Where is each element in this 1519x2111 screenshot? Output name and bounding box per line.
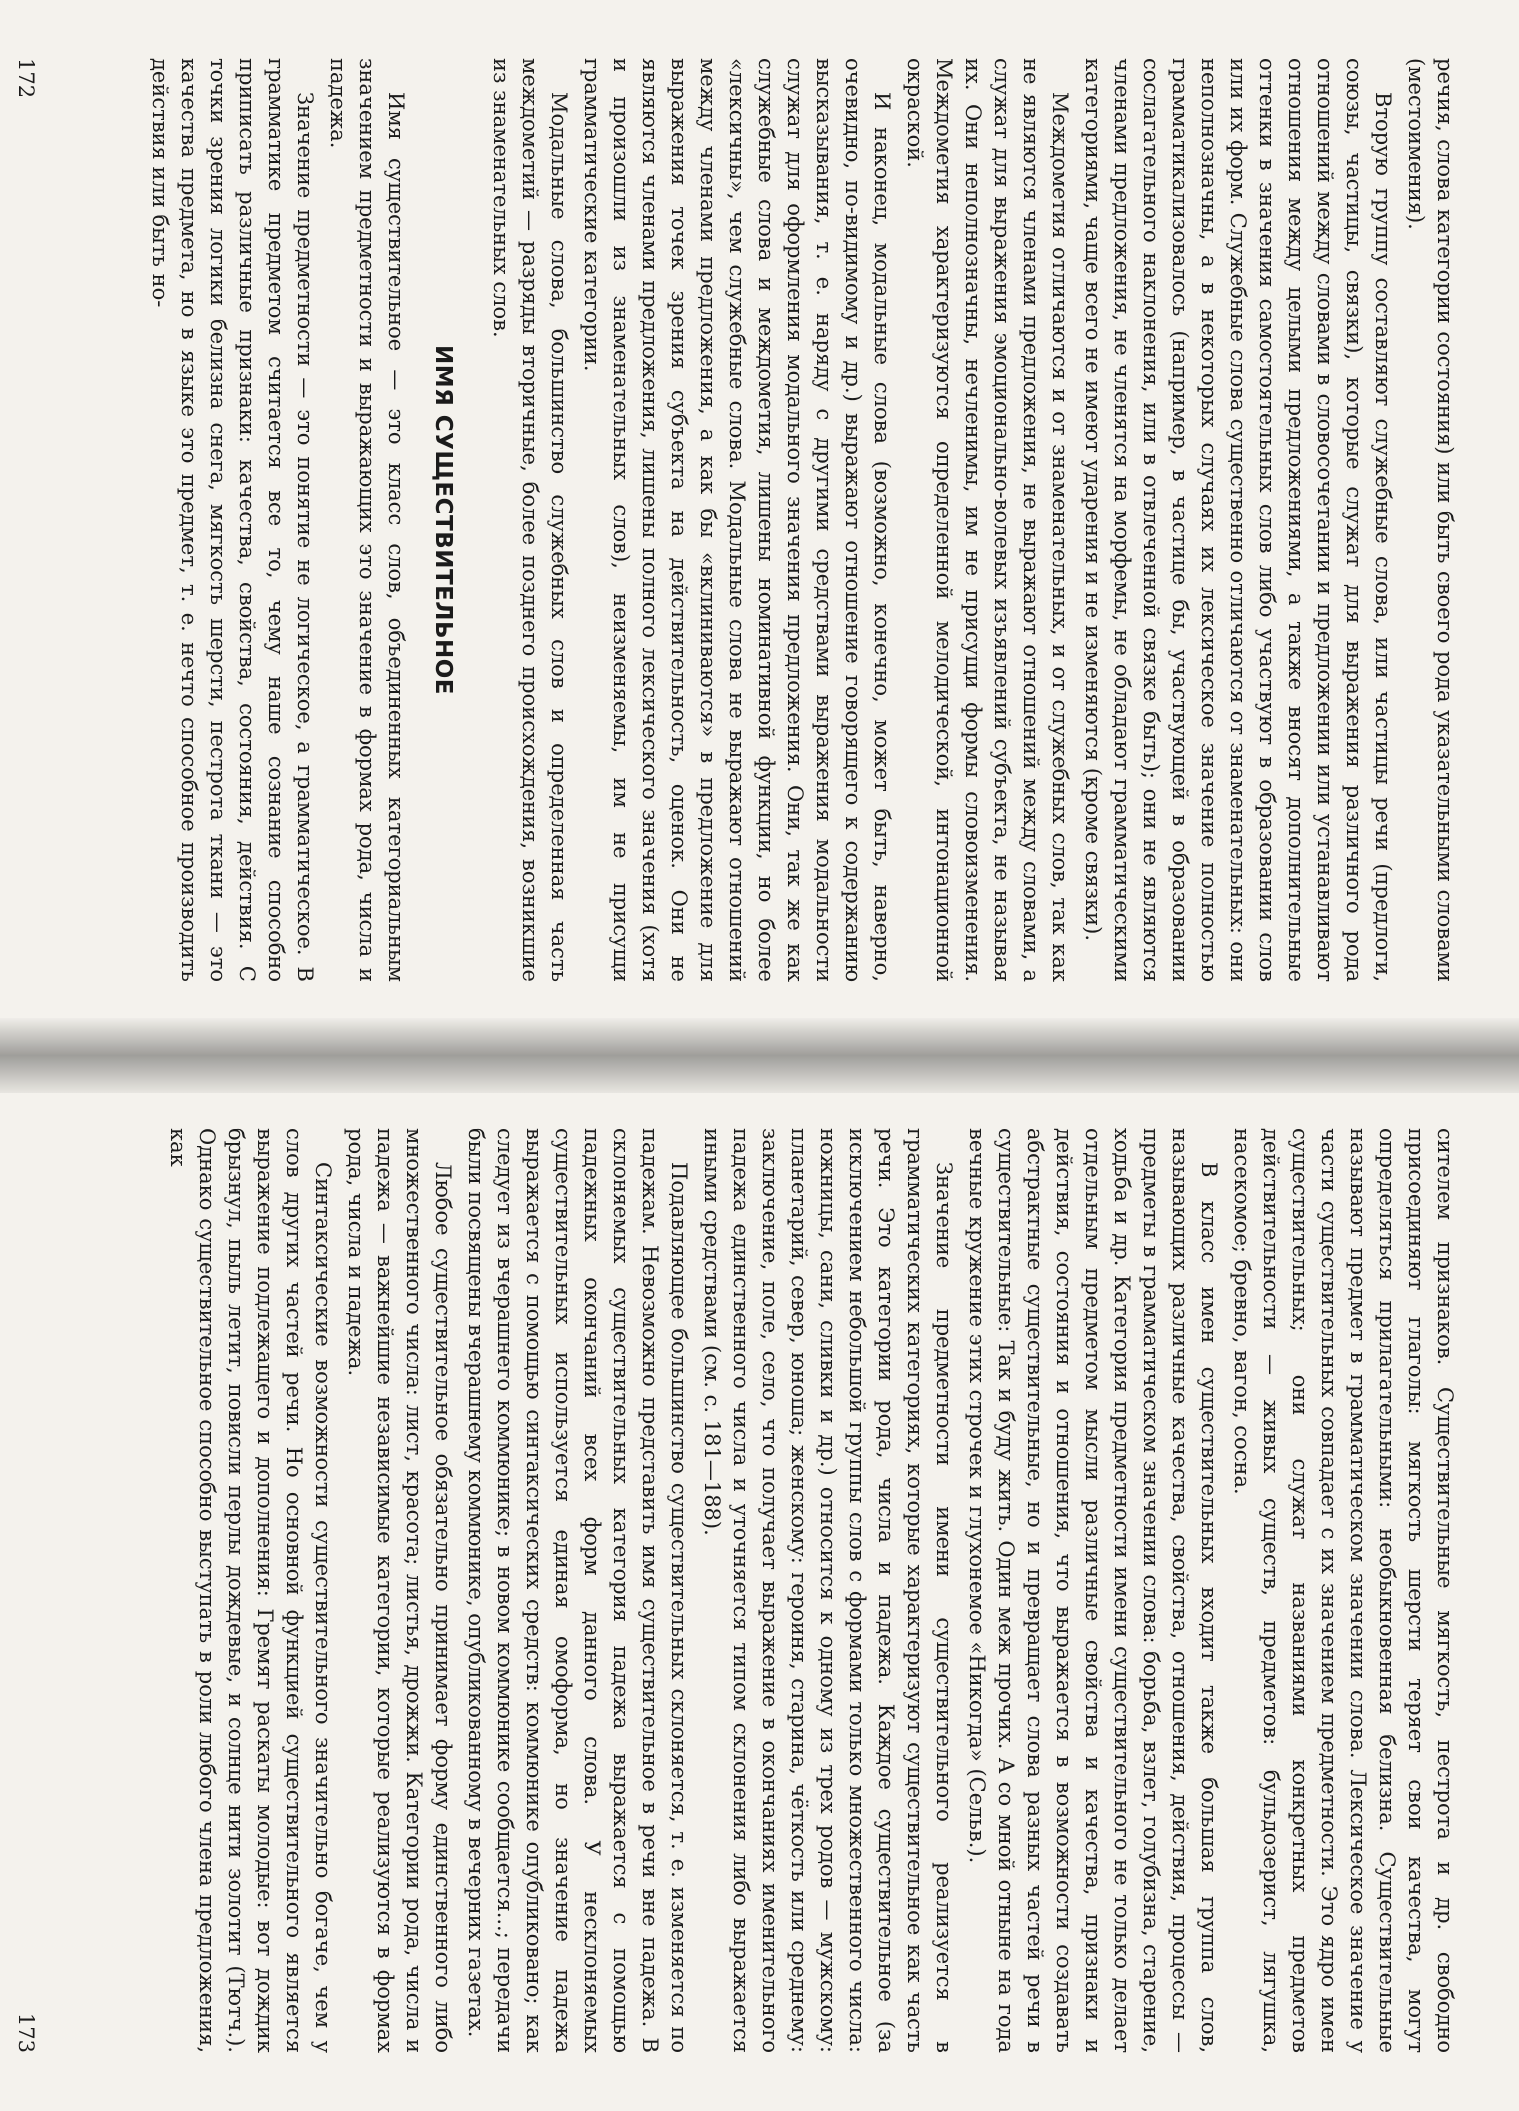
right-paragraph: Значение предметности имени существительного реализуется в грамматических категориях, которые характеризуют существительное как часть речи. Это категории рода, числа и падежа. Каждое существительное (за исключением небольшой группы слов с формами только множественного числа: ножницы, сани, сливки и др.) относится к одному из трех родов — мужскому: планетарий, север, юноша; женскому: героиня, старина, чёткость или среднему: заключение, поле, село, что получает выражение в окончаниях именительного падежа единственного числа и уточняется типом склонения либо выражается иными средствами (см. с. 181—188). [700,1128,956,2053]
right-paragraph: сителем признаков. Существительные мягкость, пестрота и др. свободно присоединяют глаголы: мягкость шерсти теряет свои качества, могут определяться прилагательными: необыкновенная белизна. Существительные называют предмет в грамматическом значении слова. Лексическое значение у части существительных совпадает с их значением предметности. Это ядро имен существительных; они служат названиями конкретных предметов действительности — живых существ, предметов: бульдозерист, лягушка, насекомое; бревно, вагон, сосна. [1230,1128,1457,2053]
left-paragraph: Модальные слова, большинство служебных слов и определенная часть междометий — разряды вторичные, более позднего происхождения, возникшие из знаменательных слов. [489,58,571,982]
left-paragraph: И наконец, модальные слова (возможно, конечно, может быть, наверно, очевидно, по-видимому и др.) выражают отношение говорящего к содержанию высказывания, т. е. наряду с другими средствами выражения модальности служат для оформления модального значения предложения. Они, так же как служебные слова и междометия, лишены номинативной функции, но более «лексичны», чем служебные слова. Модальные слова не выражают отношений между членами предложения, а как бы «вклиниваются» в предложение для выражения точек зрения субъекта на действительность, оценок. Они не являются членами предложения, лишены полного лексического значения (хотя и произошли из знаменательных слов), неизменяемы, им не присущи грамматические категории. [580,58,894,982]
left-page [0,0,1519,1040]
right-paragraph: Любое существительное обязательно принимает форму единственного либо множественного числа: лист, красота; листья, дрожжи. Категории рода, числа и падежа — важнейшие независимые категории, которые реализуются в формах рода, числа и падежа. [344,1128,455,2053]
left-paragraph: Имя существительное — это класс слов, объединенных категориальным значением предметности и выражающих это значение в формах рода, числа и падежа. [326,58,408,982]
left-paragraph: Междометия отличаются и от знаменательных, и от служебных слов, так как не являются членами предложения, не выражают отношений между словами, а служат для выражения эмоционально-волевых изъявлений субъекта, не называя их. Они неполнозначны, нечленимы, им не присущи формы словоизменения. Междометия характеризуются определенной мелодической, интонационной окраской. [903,58,1072,982]
right-paragraph: В класс имен существительных входит также большая группа слов, называющих различные качества, свойства, отношения, действия, процессы — предметы в грамматическом значении слова: борьба, взлет, голубизна, старение, ходьба и др. Категория предметности имени существительного не только делает отдельным предметом мысли различные свойства и качества, признаки и действия, состояния и отношения, что выражается в возможности создавать абстрактные существительные, но и превращает слова разных частей речи в существительные: Так и буду жить. Один меж прочих. А со мной отныне на года вечные кружение этих строчек и глухонемое «Никогда» (Сельв.). [965,1128,1221,2053]
page-number: 172 [14,58,38,99]
left-paragraph: Значение предметности — это понятие не логическое, а грамматическое. В грамматике предметом считается все то, чему наше сознание способно приписать различные признаки: качества, свойства, состояния, действия. С точки зрения логики белизна снега, мягкость шерсти, пестрота ткани — это качества предмета, но в языке это предмет, т. е. нечто способное производить действия или быть но- [148,58,317,982]
left-paragraph: речия, слова категории состояния) или быть своего рода указательными словами (местоимения). [1404,58,1457,982]
right-page [0,1070,1519,2111]
right-paragraph: Подавляющее большинство существительных склоняется, т. е. изменяется по падежам. Невозможно представить имя существительное в речи вне падежа. В склоняемых существительных категория падежа выражается с помощью падежных окончаний всех форм данного слова. У несклоняемых существительных используется единая омоформа, но значение падежа выражается с помощью синтаксических средств: коммюнике опубликовано; как следует из вчерашнего коммюнике; в новом коммюнике сообщается...; передачи были посвящены вчерашнему коммюнике, опубликованному в вечерних газетах. [464,1128,691,2053]
page-number: 173 [14,2012,38,2053]
right-paragraph: Синтаксические возможности существительного значительно богаче, чем у слов других частей речи. Но основной функцией существительного является выражение подлежащего и дополнения: Гремят раскаты молодые: вот дождик брызнул, пыль летит, повисли перлы дождевые, и солнце нити золотит (Тютч.). Однако существительное способно выступать в роли любого члена предложения, как [166,1128,335,2053]
left-paragraph: Вторую группу составляют служебные слова, или частицы речи (предлоги, союзы, частицы, связки), которые служат для выражения различного рода отношений между словами в словосочетании и предложении или устанавливают отношения между целыми предложениями, а также вносят дополнительные оттенки в значения самостоятельных слов либо участвуют в образовании слов или их форм. Служебные слова существенно отличаются от знаменательных: они неполнозначны, а в некоторых случаях их лексическое значение полностью грамматикализовалось (например, в частице бы, участвующей в образовании сослагательного наклонения, или в отвлеченной связке быть); они не являются членами предложения, не членятся на морфемы, не обладают грамматическими категориями, чаще всего не имеют ударения и не изменяются (кроме связки). [1081,58,1395,982]
section-heading: ИМЯ СУЩЕСТВИТЕЛЬНОЕ [430,344,456,696]
